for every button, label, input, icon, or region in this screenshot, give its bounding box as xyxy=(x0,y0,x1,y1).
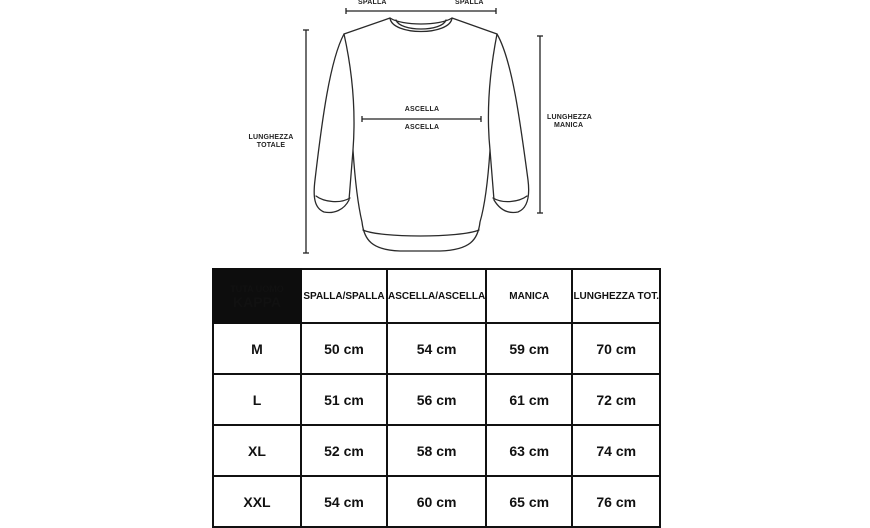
header-armpit: ASCELLA/ASCELLA xyxy=(387,269,486,323)
table-cell: 50 cm xyxy=(301,323,387,374)
size-label: XL xyxy=(213,425,301,476)
header-total-length: LUNGHEZZA TOT. xyxy=(572,269,660,323)
table-cell: 54 cm xyxy=(301,476,387,527)
armpit-label-bottom: ASCELLA xyxy=(404,124,440,131)
table-cell: 76 cm xyxy=(572,476,660,527)
armpit-label-top: ASCELLA xyxy=(404,106,440,113)
shoulder-label-right: SPALLA xyxy=(455,0,484,6)
size-chart-table xyxy=(212,268,661,528)
table-cell: 74 cm xyxy=(572,425,660,476)
sleeve-length-line2: MANICA xyxy=(554,122,584,129)
sleeve-length-line1: LUNGHEZZA xyxy=(547,114,592,121)
size-label: M xyxy=(213,323,301,374)
brand-cell xyxy=(213,269,301,323)
table-row xyxy=(213,323,660,374)
brand-line1: TUTA UOMO xyxy=(230,283,284,294)
table-row xyxy=(213,374,660,425)
table-cell: 54 cm xyxy=(387,323,486,374)
total-length-line1: LUNGHEZZA xyxy=(248,134,294,141)
size-label: L xyxy=(213,374,301,425)
table-cell: 70 cm xyxy=(572,323,660,374)
table-cell: 72 cm xyxy=(572,374,660,425)
table-header-row xyxy=(213,269,660,323)
table-cell: 51 cm xyxy=(301,374,387,425)
brand-line2: KAPPA xyxy=(233,293,281,310)
table-cell: 65 cm xyxy=(486,476,572,527)
table-cell: 56 cm xyxy=(387,374,486,425)
total-length-line2: TOTALE xyxy=(256,142,286,149)
table-cell: 59 cm xyxy=(486,323,572,374)
table-cell: 60 cm xyxy=(387,476,486,527)
size-label: XXL xyxy=(213,476,301,527)
table-cell: 52 cm xyxy=(301,425,387,476)
shoulder-label-left: SPALLA xyxy=(358,0,387,6)
table-cell: 58 cm xyxy=(387,425,486,476)
table-cell: 63 cm xyxy=(486,425,572,476)
table-cell: 61 cm xyxy=(486,374,572,425)
total-length-label xyxy=(244,134,298,150)
sleeve-length-label xyxy=(547,114,592,130)
header-sleeve: MANICA xyxy=(486,269,572,323)
table-row xyxy=(213,425,660,476)
table-row xyxy=(213,476,660,527)
header-shoulder: SPALLA/SPALLA xyxy=(301,269,387,323)
